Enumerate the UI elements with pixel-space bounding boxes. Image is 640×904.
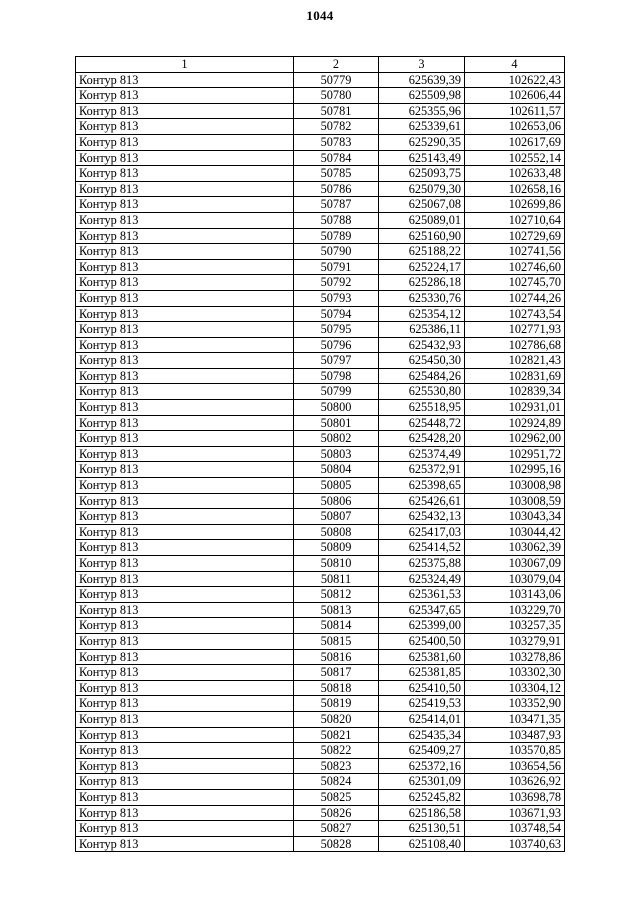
x-coordinate-cell: 625160,90 — [379, 228, 465, 244]
y-coordinate-cell: 103654,56 — [465, 758, 565, 774]
table-row — [76, 509, 565, 525]
point-number-cell: 50822 — [294, 743, 379, 759]
y-coordinate-cell: 102951,72 — [465, 446, 565, 462]
x-coordinate-cell: 625290,35 — [379, 134, 465, 150]
table-row — [76, 290, 565, 306]
y-coordinate-cell: 103067,09 — [465, 556, 565, 572]
y-coordinate-cell: 102771,93 — [465, 322, 565, 338]
point-number-cell: 50813 — [294, 602, 379, 618]
y-coordinate-cell: 102745,70 — [465, 275, 565, 291]
contour-name-cell: Контур 813 — [76, 212, 294, 228]
x-coordinate-cell: 625224,17 — [379, 259, 465, 275]
contour-name-cell: Контур 813 — [76, 368, 294, 384]
contour-name-cell: Контур 813 — [76, 306, 294, 322]
contour-name-cell: Контур 813 — [76, 571, 294, 587]
x-coordinate-cell: 625245,82 — [379, 789, 465, 805]
y-coordinate-cell: 103279,91 — [465, 633, 565, 649]
y-coordinate-cell: 103079,04 — [465, 571, 565, 587]
table-row — [76, 478, 565, 494]
x-coordinate-cell: 625386,11 — [379, 322, 465, 338]
table-row — [76, 821, 565, 837]
contour-name-cell: Контур 813 — [76, 384, 294, 400]
x-coordinate-cell: 625130,51 — [379, 821, 465, 837]
point-number-cell: 50791 — [294, 259, 379, 275]
x-coordinate-cell: 625108,40 — [379, 836, 465, 852]
y-coordinate-cell: 103302,30 — [465, 665, 565, 681]
table-row — [76, 212, 565, 228]
y-coordinate-cell: 103487,93 — [465, 727, 565, 743]
x-coordinate-cell: 625399,00 — [379, 618, 465, 634]
x-coordinate-cell: 625450,30 — [379, 353, 465, 369]
point-number-cell: 50819 — [294, 696, 379, 712]
table-row — [76, 696, 565, 712]
contour-name-cell: Контур 813 — [76, 758, 294, 774]
contour-name-cell: Контур 813 — [76, 633, 294, 649]
y-coordinate-cell: 102617,69 — [465, 134, 565, 150]
y-coordinate-cell: 102606,44 — [465, 88, 565, 104]
contour-name-cell: Контур 813 — [76, 119, 294, 135]
contour-name-cell: Контур 813 — [76, 649, 294, 665]
point-number-cell: 50824 — [294, 774, 379, 790]
point-number-cell: 50793 — [294, 290, 379, 306]
contour-name-cell: Контур 813 — [76, 166, 294, 182]
contour-name-cell: Контур 813 — [76, 431, 294, 447]
x-coordinate-cell: 625432,93 — [379, 337, 465, 353]
contour-name-cell: Контур 813 — [76, 587, 294, 603]
point-number-cell: 50798 — [294, 368, 379, 384]
contour-name-cell: Контур 813 — [76, 134, 294, 150]
table-row — [76, 743, 565, 759]
y-coordinate-cell: 102746,60 — [465, 259, 565, 275]
contour-name-cell: Контур 813 — [76, 259, 294, 275]
x-coordinate-cell: 625417,03 — [379, 524, 465, 540]
table-row — [76, 711, 565, 727]
contour-name-cell: Контур 813 — [76, 72, 294, 88]
table-row — [76, 88, 565, 104]
contour-name-cell: Контур 813 — [76, 337, 294, 353]
y-coordinate-cell: 103748,54 — [465, 821, 565, 837]
point-number-cell: 50781 — [294, 103, 379, 119]
y-coordinate-cell: 102743,54 — [465, 306, 565, 322]
contour-name-cell: Контур 813 — [76, 665, 294, 681]
point-number-cell: 50801 — [294, 415, 379, 431]
point-number-cell: 50799 — [294, 384, 379, 400]
contour-name-cell: Контур 813 — [76, 446, 294, 462]
contour-name-cell: Контур 813 — [76, 556, 294, 572]
x-coordinate-cell: 625093,75 — [379, 166, 465, 182]
y-coordinate-cell: 102839,34 — [465, 384, 565, 400]
contour-name-cell: Контур 813 — [76, 789, 294, 805]
x-coordinate-cell: 625347,65 — [379, 602, 465, 618]
contour-name-cell: Контур 813 — [76, 509, 294, 525]
x-coordinate-cell: 625398,65 — [379, 478, 465, 494]
table-row — [76, 680, 565, 696]
table-row — [76, 72, 565, 88]
y-coordinate-cell: 103229,70 — [465, 602, 565, 618]
y-coordinate-cell: 103043,34 — [465, 509, 565, 525]
table-row — [76, 446, 565, 462]
y-coordinate-cell: 102744,26 — [465, 290, 565, 306]
table-row — [76, 633, 565, 649]
point-number-cell: 50811 — [294, 571, 379, 587]
x-coordinate-cell: 625372,16 — [379, 758, 465, 774]
y-coordinate-cell: 103570,85 — [465, 743, 565, 759]
point-number-cell: 50807 — [294, 509, 379, 525]
table-row — [76, 228, 565, 244]
contour-name-cell: Контур 813 — [76, 836, 294, 852]
table-row — [76, 587, 565, 603]
y-coordinate-cell: 102658,16 — [465, 181, 565, 197]
point-number-cell: 50806 — [294, 493, 379, 509]
y-coordinate-cell: 102831,69 — [465, 368, 565, 384]
point-number-cell: 50804 — [294, 462, 379, 478]
x-coordinate-cell: 625374,49 — [379, 446, 465, 462]
point-number-cell: 50789 — [294, 228, 379, 244]
x-coordinate-cell: 625079,30 — [379, 181, 465, 197]
table-row — [76, 524, 565, 540]
y-coordinate-cell: 102552,14 — [465, 150, 565, 166]
x-coordinate-cell: 625089,01 — [379, 212, 465, 228]
point-number-cell: 50817 — [294, 665, 379, 681]
contour-name-cell: Контур 813 — [76, 524, 294, 540]
table-row — [76, 166, 565, 182]
table-row — [76, 306, 565, 322]
contour-name-cell: Контур 813 — [76, 228, 294, 244]
table-row — [76, 774, 565, 790]
y-coordinate-cell: 102931,01 — [465, 400, 565, 416]
x-coordinate-cell: 625143,49 — [379, 150, 465, 166]
table-row — [76, 244, 565, 260]
point-number-cell: 50814 — [294, 618, 379, 634]
table-row — [76, 400, 565, 416]
table-row — [76, 259, 565, 275]
table-row — [76, 197, 565, 213]
contour-name-cell: Контур 813 — [76, 743, 294, 759]
x-coordinate-cell: 625330,76 — [379, 290, 465, 306]
x-coordinate-cell: 625361,53 — [379, 587, 465, 603]
y-coordinate-cell: 102633,48 — [465, 166, 565, 182]
contour-name-cell: Контур 813 — [76, 805, 294, 821]
table-row — [76, 353, 565, 369]
column-header-4: 4 — [465, 57, 565, 73]
point-number-cell: 50794 — [294, 306, 379, 322]
table-row — [76, 602, 565, 618]
coordinates-table — [75, 56, 565, 852]
table-row — [76, 368, 565, 384]
point-number-cell: 50825 — [294, 789, 379, 805]
point-number-cell: 50779 — [294, 72, 379, 88]
x-coordinate-cell: 625428,20 — [379, 431, 465, 447]
contour-name-cell: Контур 813 — [76, 711, 294, 727]
contour-name-cell: Контур 813 — [76, 353, 294, 369]
contour-name-cell: Контур 813 — [76, 197, 294, 213]
y-coordinate-cell: 103278,86 — [465, 649, 565, 665]
y-coordinate-cell: 103257,35 — [465, 618, 565, 634]
page-number: 1044 — [306, 8, 334, 23]
table-row — [76, 462, 565, 478]
table-row — [76, 727, 565, 743]
point-number-cell: 50809 — [294, 540, 379, 556]
contour-name-cell: Контур 813 — [76, 462, 294, 478]
y-coordinate-cell: 102710,64 — [465, 212, 565, 228]
table-row — [76, 836, 565, 852]
y-coordinate-cell: 103143,06 — [465, 587, 565, 603]
x-coordinate-cell: 625186,58 — [379, 805, 465, 821]
table-row — [76, 134, 565, 150]
point-number-cell: 50821 — [294, 727, 379, 743]
point-number-cell: 50818 — [294, 680, 379, 696]
x-coordinate-cell: 625381,60 — [379, 649, 465, 665]
contour-name-cell: Контур 813 — [76, 618, 294, 634]
point-number-cell: 50792 — [294, 275, 379, 291]
y-coordinate-cell: 102995,16 — [465, 462, 565, 478]
y-coordinate-cell: 103626,92 — [465, 774, 565, 790]
y-coordinate-cell: 102786,68 — [465, 337, 565, 353]
point-number-cell: 50827 — [294, 821, 379, 837]
point-number-cell: 50826 — [294, 805, 379, 821]
point-number-cell: 50785 — [294, 166, 379, 182]
y-coordinate-cell: 103008,59 — [465, 493, 565, 509]
column-header-1: 1 — [76, 57, 294, 73]
x-coordinate-cell: 625518,95 — [379, 400, 465, 416]
x-coordinate-cell: 625375,88 — [379, 556, 465, 572]
y-coordinate-cell: 102699,86 — [465, 197, 565, 213]
contour-name-cell: Контур 813 — [76, 400, 294, 416]
table-row — [76, 758, 565, 774]
x-coordinate-cell: 625339,61 — [379, 119, 465, 135]
y-coordinate-cell: 102622,43 — [465, 72, 565, 88]
table-row — [76, 384, 565, 400]
x-coordinate-cell: 625419,53 — [379, 696, 465, 712]
point-number-cell: 50782 — [294, 119, 379, 135]
point-number-cell: 50783 — [294, 134, 379, 150]
table-row — [76, 119, 565, 135]
x-coordinate-cell: 625639,39 — [379, 72, 465, 88]
table-row — [76, 649, 565, 665]
table-row — [76, 618, 565, 634]
y-coordinate-cell: 103352,90 — [465, 696, 565, 712]
table-row — [76, 150, 565, 166]
x-coordinate-cell: 625432,13 — [379, 509, 465, 525]
x-coordinate-cell: 625530,80 — [379, 384, 465, 400]
y-coordinate-cell: 103008,98 — [465, 478, 565, 494]
x-coordinate-cell: 625355,96 — [379, 103, 465, 119]
table-row — [76, 337, 565, 353]
point-number-cell: 50823 — [294, 758, 379, 774]
contour-name-cell: Контур 813 — [76, 540, 294, 556]
x-coordinate-cell: 625354,12 — [379, 306, 465, 322]
y-coordinate-cell: 103740,63 — [465, 836, 565, 852]
contour-name-cell: Контур 813 — [76, 181, 294, 197]
point-number-cell: 50797 — [294, 353, 379, 369]
column-header-3: 3 — [379, 57, 465, 73]
table-row — [76, 181, 565, 197]
point-number-cell: 50796 — [294, 337, 379, 353]
point-number-cell: 50810 — [294, 556, 379, 572]
point-number-cell: 50808 — [294, 524, 379, 540]
x-coordinate-cell: 625381,85 — [379, 665, 465, 681]
table-row — [76, 571, 565, 587]
table-header-row — [76, 57, 565, 73]
column-header-2: 2 — [294, 57, 379, 73]
table-row — [76, 275, 565, 291]
contour-name-cell: Контур 813 — [76, 774, 294, 790]
point-number-cell: 50815 — [294, 633, 379, 649]
x-coordinate-cell: 625067,08 — [379, 197, 465, 213]
point-number-cell: 50790 — [294, 244, 379, 260]
table-row — [76, 789, 565, 805]
contour-name-cell: Контур 813 — [76, 150, 294, 166]
x-coordinate-cell: 625509,98 — [379, 88, 465, 104]
y-coordinate-cell: 103471,35 — [465, 711, 565, 727]
x-coordinate-cell: 625426,61 — [379, 493, 465, 509]
y-coordinate-cell: 102962,00 — [465, 431, 565, 447]
contour-name-cell: Контур 813 — [76, 415, 294, 431]
y-coordinate-cell: 103304,12 — [465, 680, 565, 696]
contour-name-cell: Контур 813 — [76, 680, 294, 696]
y-coordinate-cell: 102741,56 — [465, 244, 565, 260]
table-row — [76, 665, 565, 681]
x-coordinate-cell: 625400,50 — [379, 633, 465, 649]
y-coordinate-cell: 103671,93 — [465, 805, 565, 821]
y-coordinate-cell: 103062,39 — [465, 540, 565, 556]
table-row — [76, 493, 565, 509]
x-coordinate-cell: 625188,22 — [379, 244, 465, 260]
x-coordinate-cell: 625301,09 — [379, 774, 465, 790]
y-coordinate-cell: 102653,06 — [465, 119, 565, 135]
x-coordinate-cell: 625414,52 — [379, 540, 465, 556]
contour-name-cell: Контур 813 — [76, 696, 294, 712]
contour-name-cell: Контур 813 — [76, 88, 294, 104]
contour-name-cell: Контур 813 — [76, 290, 294, 306]
y-coordinate-cell: 103044,42 — [465, 524, 565, 540]
x-coordinate-cell: 625414,01 — [379, 711, 465, 727]
contour-name-cell: Контур 813 — [76, 727, 294, 743]
contour-name-cell: Контур 813 — [76, 244, 294, 260]
x-coordinate-cell: 625484,26 — [379, 368, 465, 384]
point-number-cell: 50803 — [294, 446, 379, 462]
x-coordinate-cell: 625324,49 — [379, 571, 465, 587]
point-number-cell: 50787 — [294, 197, 379, 213]
contour-name-cell: Контур 813 — [76, 103, 294, 119]
point-number-cell: 50800 — [294, 400, 379, 416]
point-number-cell: 50788 — [294, 212, 379, 228]
table-row — [76, 805, 565, 821]
table-row — [76, 556, 565, 572]
point-number-cell: 50812 — [294, 587, 379, 603]
table-row — [76, 431, 565, 447]
y-coordinate-cell: 102611,57 — [465, 103, 565, 119]
contour-name-cell: Контур 813 — [76, 493, 294, 509]
y-coordinate-cell: 103698,78 — [465, 789, 565, 805]
point-number-cell: 50820 — [294, 711, 379, 727]
x-coordinate-cell: 625448,72 — [379, 415, 465, 431]
contour-name-cell: Контур 813 — [76, 478, 294, 494]
x-coordinate-cell: 625286,18 — [379, 275, 465, 291]
table-row — [76, 415, 565, 431]
table-row — [76, 540, 565, 556]
table-row — [76, 322, 565, 338]
point-number-cell: 50816 — [294, 649, 379, 665]
x-coordinate-cell: 625410,50 — [379, 680, 465, 696]
y-coordinate-cell: 102924,89 — [465, 415, 565, 431]
point-number-cell: 50805 — [294, 478, 379, 494]
contour-name-cell: Контур 813 — [76, 821, 294, 837]
point-number-cell: 50802 — [294, 431, 379, 447]
x-coordinate-cell: 625435,34 — [379, 727, 465, 743]
point-number-cell: 50780 — [294, 88, 379, 104]
contour-name-cell: Контур 813 — [76, 322, 294, 338]
x-coordinate-cell: 625409,27 — [379, 743, 465, 759]
y-coordinate-cell: 102821,43 — [465, 353, 565, 369]
point-number-cell: 50795 — [294, 322, 379, 338]
point-number-cell: 50784 — [294, 150, 379, 166]
table-row — [76, 103, 565, 119]
contour-name-cell: Контур 813 — [76, 602, 294, 618]
y-coordinate-cell: 102729,69 — [465, 228, 565, 244]
point-number-cell: 50828 — [294, 836, 379, 852]
x-coordinate-cell: 625372,91 — [379, 462, 465, 478]
point-number-cell: 50786 — [294, 181, 379, 197]
contour-name-cell: Контур 813 — [76, 275, 294, 291]
